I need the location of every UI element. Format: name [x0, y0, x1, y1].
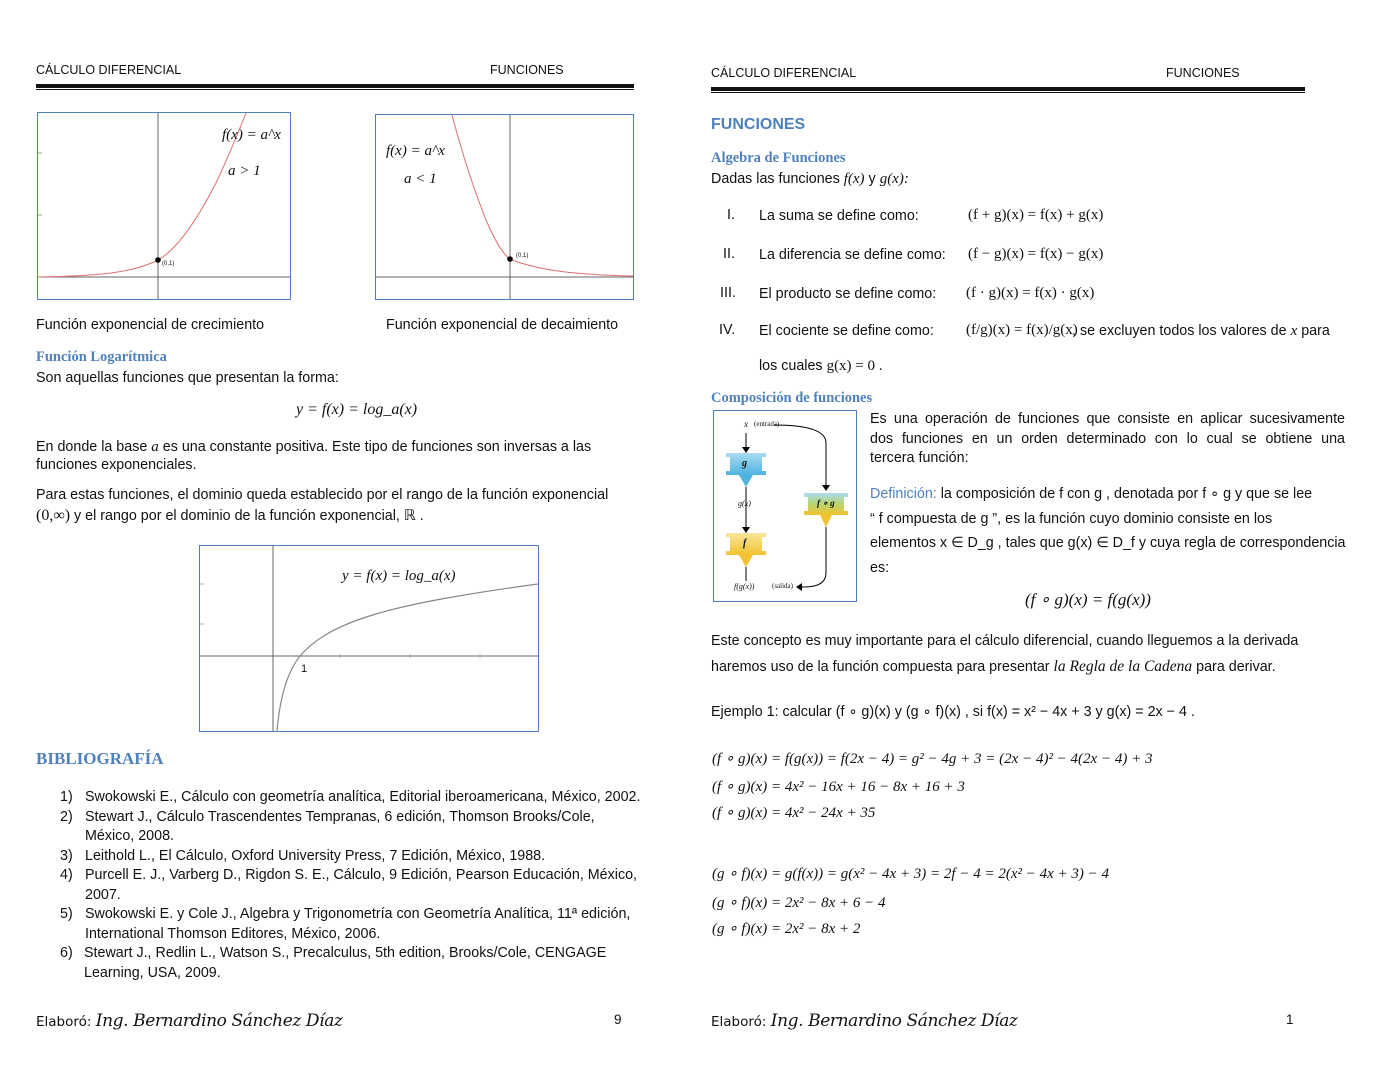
op-roman: III. — [720, 285, 736, 301]
base-paragraph — [36, 438, 636, 456]
diagram-input: x — [744, 419, 748, 429]
gof-step: (g ∘ f)(x) = 2x² − 8x + 6 − 4 — [712, 895, 886, 911]
bib-num: 6) — [60, 945, 73, 961]
definition-line: es: — [870, 559, 890, 576]
bib-line: Purcell E. J., Varberg D., Rigdon S. E., Cálculo, 9 Edición, Pearson Educación, México, — [85, 867, 638, 883]
growth-condition: a > 1 — [228, 163, 261, 179]
bibliography-item — [60, 944, 680, 983]
diagram-gx: g(x) — [738, 499, 751, 508]
concept-line1: Este concepto es muy importante para el cálculo diferencial, cuando lleguemos a la derivada — [711, 633, 1299, 649]
log-formula: y = f(x) = log_a(x) — [296, 401, 418, 418]
bib-num: 1) — [60, 789, 73, 805]
decay-formula: f(x) = a^x — [386, 143, 445, 159]
domain-text: y el rango por el dominio de la función exponencial, — [74, 508, 400, 524]
bib-num: 3) — [60, 847, 73, 864]
bib-line: Swokowski E., Cálculo con geometría analítica, Editorial iberoamericana, México, 2002. — [85, 789, 641, 805]
bibliography-item — [60, 788, 680, 808]
domain-paragraph-line2: (0,∞) y el rango por el dominio de la función exponencial, ℝ . — [36, 507, 424, 524]
quotient-suffix-text: , se excluyen todos los valores de — [1072, 323, 1287, 339]
left-header-rule — [36, 84, 634, 88]
bibliography-item — [60, 808, 680, 847]
diagram-input-note: (entrada) — [754, 420, 780, 428]
left-page-number: 9 — [614, 1012, 622, 1027]
decay-point-label: (0,1) — [516, 253, 529, 259]
left-header-section: FUNCIONES — [490, 63, 564, 77]
left-footer — [36, 1011, 342, 1031]
definition-label: Definición: — [870, 486, 937, 502]
bib-line: Stewart J., Redlin L., Watson S., Precalculus, 5th edition, Brooks/Cole, CENGAGE — [84, 945, 607, 961]
footer-author-signature: Ing. Bernardino Sánchez Díaz — [770, 1011, 1018, 1031]
right-footer — [711, 1011, 1017, 1031]
example-statement: Ejemplo 1: calcular (f ∘ g)(x) y (g ∘ f)(x) , si f(x) = x² − 4x + 3 y g(x) = 2x − 4 . — [711, 704, 1195, 720]
right-header-title: CÁLCULO DIFERENCIAL — [711, 66, 857, 80]
decay-caption: Función exponencial de decaimiento — [386, 317, 619, 333]
quotient-condition: g(x) = 0 . — [826, 358, 883, 374]
right-header-rule — [711, 87, 1305, 91]
base-variable: a — [151, 439, 159, 455]
bib-line: Learning, USA, 2009. — [84, 964, 221, 981]
quotient-line2 — [759, 357, 883, 375]
page-title: FUNCIONES — [711, 116, 806, 133]
chain-rule-term: la Regla de la Cadena — [1053, 658, 1193, 675]
concept-text-a: haremos uso de la función compuesta para presentar — [711, 659, 1050, 675]
quotient-para: para — [1301, 323, 1330, 339]
bibliography-item — [60, 847, 680, 867]
op-label: La suma se define como: — [759, 208, 919, 224]
diagram-f: f — [743, 538, 747, 549]
given-f: f(x) — [843, 171, 865, 187]
op-formula: (f + g)(x) = f(x) + g(x) — [968, 207, 1104, 223]
definition-paragraph — [870, 482, 1345, 580]
log-plot — [199, 545, 539, 732]
base-text-b: es una constante positiva. Este tipo de funciones son inversas a las — [162, 439, 592, 455]
op-roman: IV. — [719, 322, 736, 338]
op-formula: (f/g)(x) = f(x)/g(x) — [966, 322, 1078, 338]
comp-para-line: Es una operación de funciones que consiste en aplicar sucesivamente — [870, 411, 1345, 427]
bibliography-list — [60, 788, 680, 983]
log-plot-formula: y = f(x) = log_a(x) — [342, 568, 456, 584]
diagram-output-note: (salida) — [772, 582, 793, 590]
bib-line: Stewart J., Cálculo Trascendentes Tempranas, 6 edición, Thomson Brooks/Cole, — [85, 808, 595, 825]
base-paragraph-line2: funciones exponenciales. — [36, 457, 197, 473]
bibliography-item — [60, 905, 680, 944]
footer-label: Elaboró: — [36, 1014, 92, 1030]
definition-line: la composición de f con g , denotada por f ∘ g y que se lee — [940, 486, 1313, 502]
diagram-fog: f ∘ g — [817, 498, 835, 508]
bib-line: International Thomson Editores, México, 2006. — [85, 925, 381, 942]
diagram-g: g — [742, 458, 747, 469]
composition-heading: Composición de funciones — [711, 390, 873, 406]
bib-line: Leithold L., El Cálculo, Oxford University Press, 7 Edición, México, 1988. — [85, 847, 546, 864]
composition-paragraph — [870, 410, 1345, 469]
concept-line2 — [711, 658, 1276, 676]
bib-num: 2) — [60, 808, 73, 825]
quotient-line2-text: los cuales — [759, 358, 823, 374]
domain-interval: (0,∞) — [36, 507, 71, 524]
op-label: El cociente se define como: — [759, 323, 934, 339]
gof-step: (g ∘ f)(x) = 2x² − 8x + 2 — [712, 921, 861, 937]
given-g: g(x): — [879, 171, 909, 187]
bibliography-item — [60, 866, 680, 905]
op-formula: (f − g)(x) = f(x) − g(x) — [968, 246, 1104, 262]
reals-symbol: ℝ — [403, 508, 416, 524]
diagram-output: f(g(x)) — [734, 582, 755, 591]
decay-plot — [375, 114, 634, 300]
footer-author-signature: Ing. Bernardino Sánchez Díaz — [95, 1011, 343, 1031]
comp-para-line: tercera función: — [870, 450, 969, 466]
gof-step: (g ∘ f)(x) = g(f(x)) = g(x² − 4x + 3) = 2f − 4 = 2(x² − 4x + 3) − 4 — [712, 866, 1109, 882]
growth-plot — [37, 112, 291, 300]
comp-para-line: dos funciones en un orden determinado con lo cual se obtiene una — [870, 430, 1345, 447]
domain-paragraph-line1: Para estas funciones, el dominio queda establecido por el rango de la función exponencial — [36, 487, 609, 503]
concept-text-b: para derivar. — [1196, 659, 1276, 675]
right-header-section: FUNCIONES — [1166, 66, 1240, 80]
bib-line: México, 2008. — [85, 828, 175, 844]
fog-step: (f ∘ g)(x) = f(g(x)) = f(2x − 4) = g² − 4g + 3 = (2x − 4)² − 4(2x − 4) + 3 — [712, 751, 1153, 767]
definition-line: elementos x ∈ D_g , tales que g(x) ∈ D_f y cuya regla de correspondencia — [870, 535, 1346, 551]
decay-condition: a < 1 — [404, 171, 437, 187]
growth-caption: Función exponencial de crecimiento — [36, 317, 265, 333]
log-intro: Son aquellas funciones que presentan la forma: — [36, 370, 339, 386]
right-page-number: 1 — [1286, 1012, 1294, 1027]
op-roman: II. — [723, 246, 735, 262]
op-roman: I. — [727, 207, 735, 223]
algebra-heading: Algebra de Funciones — [711, 150, 846, 166]
bib-line: 2007. — [85, 886, 121, 903]
definition-line: “ f compuesta de g ”, es la función cuyo dominio consiste en los — [870, 510, 1273, 527]
bib-num: 5) — [60, 906, 73, 922]
left-header-title: CÁLCULO DIFERENCIAL — [36, 63, 182, 77]
log-plot-point-label: 1 — [301, 663, 308, 675]
composition-diagram — [713, 410, 857, 602]
composition-formula: (f ∘ g)(x) = f(g(x)) — [1025, 590, 1151, 609]
op-label: La diferencia se define como: — [759, 247, 946, 263]
bibliography-heading: BIBLIOGRAFÍA — [36, 749, 164, 768]
fog-step: (f ∘ g)(x) = 4x² − 16x + 16 − 8x + 16 + 3 — [712, 779, 965, 795]
given-text: Dadas las funciones — [711, 171, 840, 187]
growth-point-label: (0,1) — [162, 261, 175, 267]
quotient-suffix — [1072, 322, 1330, 340]
op-label: El producto se define como: — [759, 286, 937, 302]
bib-num: 4) — [60, 867, 73, 883]
quotient-x: x — [1290, 323, 1298, 339]
op-formula: (f · g)(x) = f(x) · g(x) — [966, 285, 1095, 301]
bib-line: Swokowski E. y Cole J., Algebra y Trigonometría con Geometría Analítica, 11ª edición, — [85, 906, 631, 922]
log-heading: Función Logarítmica — [36, 349, 167, 365]
fog-step: (f ∘ g)(x) = 4x² − 24x + 35 — [712, 805, 876, 821]
base-text-a: En donde la base — [36, 439, 148, 455]
footer-label: Elaboró: — [711, 1014, 767, 1030]
given-y: y — [868, 171, 876, 187]
growth-formula: f(x) = a^x — [222, 127, 281, 143]
given-functions-line — [711, 170, 909, 188]
